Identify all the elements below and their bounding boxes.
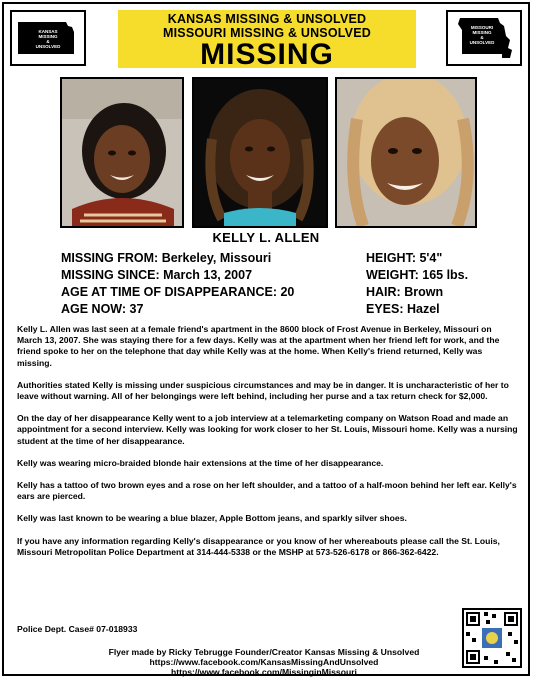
hair: HAIR: Brown: [366, 285, 444, 299]
facts-left: [61, 250, 294, 318]
facts-right: [366, 250, 468, 318]
paragraph-job-interview: On the day of her disappearance Kelly went to a job interview at a telemarketing company on Watson Road and made an appointment for a second interview. Kelly was looking for work closer to her St. Louis, Missouri home. Kelly was a nursing student at the time of her disappearance.: [17, 413, 518, 446]
qr-code[interactable]: [462, 608, 522, 668]
qr-code-icon: [464, 610, 520, 666]
footer-credits: [94, 647, 434, 677]
paragraph-tattoos: Kelly has a tattoo of two brown eyes and a rose on her left shoulder, and a tattoo of a half-moon behind her left ear. Kelly's ears are pierced.: [17, 480, 517, 502]
weight: WEIGHT: 165 lbs.: [366, 268, 469, 282]
photo-2: [192, 77, 328, 228]
paragraph-clothing: Kelly was last known to be wearing a blue blazer, Apple Bottom jeans, and sparkly silver shoes.: [17, 513, 407, 524]
kansas-logo-badge: [10, 10, 86, 66]
case-number: Police Dept. Case# 07-018933: [17, 624, 138, 634]
banner-line-missouri: MISSOURI MISSING & UNSOLVED: [163, 26, 371, 40]
eyes: EYES: Hazel: [366, 302, 440, 316]
photo-3: [335, 77, 477, 228]
description: [17, 324, 519, 569]
missouri-badge-text: MISSOURI MISSING & UNSOLVED: [469, 25, 495, 45]
missing-since: MISSING SINCE: March 13, 2007: [61, 268, 253, 282]
paragraph-contact: If you have any information regarding Kelly's disappearance or you know of her whereabouts please call the St. Louis, Missouri Metropolitan Police Department at 314-444-5338 or the MSHP at 573-526-6178 or 866-362-6422.: [17, 535, 500, 557]
photo-1: [60, 77, 184, 228]
height: HEIGHT: 5'4": [366, 251, 443, 265]
age-at-disappearance: AGE AT TIME OF DISAPPEARANCE: 20: [61, 285, 295, 299]
footer-link-kansas[interactable]: https://www.facebook.com/KansasMissingAndUnsolved: [149, 657, 379, 667]
paragraph-last-seen: Kelly L. Allen was last seen at a female friend's apartment in the 8600 block of Frost Avenue in Berkeley, Missouri on March 13, 2007. She was staying there for a few days. Kelly was at the apartment when her friend left for work, and the friend spoke to her on the telephone that day while Kelly was at the home. When Kelly's friend returned, Kelly was missing.: [17, 324, 500, 368]
missouri-logo-badge: [446, 10, 522, 66]
kansas-badge-text: KANSAS MISSING & UNSOLVED: [35, 29, 61, 49]
missing-from: MISSING FROM: Berkeley, Missouri: [61, 251, 272, 265]
footer-credit: Flyer made by Ricky Tebrugge Founder/Creator Kansas Missing & Unsolved: [108, 647, 420, 657]
person-name: KELLY L. ALLEN: [212, 230, 320, 245]
age-now: AGE NOW: 37: [61, 302, 144, 316]
paragraph-suspicious: Authorities stated Kelly is missing under suspicious circumstances and may be in danger. It is uncharacteristic of her to leave without warning. All of her belongings were left behind, including her purse and a tax return check for $2,000.: [17, 379, 509, 402]
footer-link-missouri[interactable]: https://www.facebook.com/MissinginMissouri: [171, 667, 357, 677]
banner-missing-title: MISSING: [200, 38, 334, 71]
missing-banner: [118, 10, 416, 71]
paragraph-hair: Kelly was wearing micro-braided blonde hair extensions at the time of her disappearance.: [17, 457, 384, 468]
banner-line-kansas: KANSAS MISSING & UNSOLVED: [167, 12, 367, 26]
missing-person-flyer: [2, 2, 530, 676]
